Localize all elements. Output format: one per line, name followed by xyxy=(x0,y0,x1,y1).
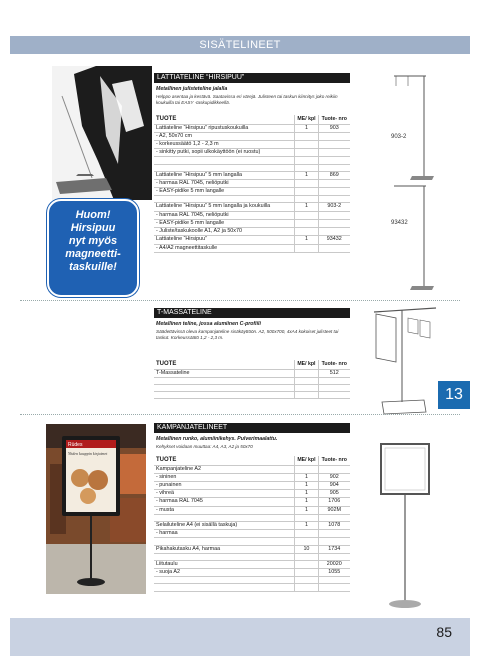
col-header-product: TUOTE xyxy=(154,456,295,465)
cell-me xyxy=(295,132,318,140)
cell-number: 1734 xyxy=(318,545,350,553)
cell-product xyxy=(154,538,295,545)
footer-band xyxy=(10,618,470,656)
cell-product: - suoja A2 xyxy=(154,569,295,577)
cell-number: 1078 xyxy=(318,521,350,529)
cell-me: 1 xyxy=(295,506,318,514)
section-subtitle-tmassa: Metallinen teline, jossa alumiinen C-profiili xyxy=(156,321,261,327)
table-row xyxy=(154,196,350,203)
cell-me xyxy=(295,188,318,196)
cell-number: 905 xyxy=(318,490,350,498)
huom-line-5: taskuille! xyxy=(69,261,117,273)
cell-product: Selailuteline A4 (ei sisällä taskuja) xyxy=(154,521,295,529)
cell-me: 10 xyxy=(295,545,318,553)
cell-number xyxy=(318,219,350,227)
cell-number xyxy=(318,392,350,399)
cell-number xyxy=(318,244,350,252)
table-row xyxy=(154,553,350,560)
cell-me xyxy=(295,164,318,171)
table-row xyxy=(154,171,350,179)
cell-number: 902 xyxy=(318,473,350,481)
cell-me xyxy=(295,219,318,227)
cell-me xyxy=(295,538,318,545)
cell-me xyxy=(295,179,318,187)
table-row xyxy=(154,377,350,384)
cell-me: 1 xyxy=(295,236,318,244)
cell-number xyxy=(318,384,350,391)
cell-product xyxy=(154,392,295,399)
cell-product: - harmaa xyxy=(154,530,295,538)
table-row xyxy=(154,149,350,157)
cell-number xyxy=(318,140,350,148)
cell-product: Lattiateline “Hirsipuu” 5 mm langalla ja koukuilla xyxy=(154,203,295,211)
section-divider xyxy=(20,300,460,301)
table-row xyxy=(154,164,350,171)
cell-product: - harmaa RAL 7045, neliöputki xyxy=(154,179,295,187)
cell-product xyxy=(154,164,295,171)
table-row xyxy=(154,132,350,140)
cell-product: - musta xyxy=(154,506,295,514)
section-title-lattia: LATTIATELINE “HIRSIPUU” xyxy=(154,73,350,83)
cell-me xyxy=(295,530,318,538)
kampanja-store-photo xyxy=(46,424,146,594)
table-row xyxy=(154,577,350,584)
cell-me xyxy=(295,553,318,560)
product-table-tmassa xyxy=(154,360,350,399)
cell-number xyxy=(318,132,350,140)
cell-me: 1 xyxy=(295,171,318,179)
product-table-kampanja xyxy=(154,456,350,592)
section-title-tmassa: T-MASSATELINE xyxy=(154,308,350,318)
cell-number xyxy=(318,577,350,584)
cell-me xyxy=(295,465,318,473)
cell-me xyxy=(295,244,318,252)
cell-number xyxy=(318,211,350,219)
table-row xyxy=(154,465,350,473)
table-row xyxy=(154,514,350,521)
cell-product: Lattiateline “Hirsipuu” xyxy=(154,236,295,244)
col-header-no: Tuote- nro xyxy=(318,115,350,124)
huom-line-4: magneetti- xyxy=(65,248,121,260)
cell-me: 1 xyxy=(295,490,318,498)
cell-number xyxy=(318,538,350,545)
cell-number xyxy=(318,196,350,203)
hirsipuu-stand-drawing-2 xyxy=(386,184,436,294)
col-header-product: TUOTE xyxy=(154,115,295,124)
cell-number xyxy=(318,228,350,236)
hirsipuu-stand-drawing-1 xyxy=(386,72,436,184)
huom-line-2: Hirsipuu xyxy=(70,222,116,234)
cell-me xyxy=(295,157,318,164)
chapter-tab: 13 xyxy=(438,381,470,409)
table-row xyxy=(154,369,350,377)
product-table-lattia xyxy=(154,115,350,253)
section-desc-kampanja: Kehykset voidaan muuttaa: A4, A3, A2 ja 50x70 xyxy=(156,444,253,449)
table-row xyxy=(154,392,350,399)
cell-me xyxy=(295,560,318,568)
cell-product: - vihreä xyxy=(154,490,295,498)
section-title-kampanja: KAMPANJATELINEET xyxy=(154,423,350,433)
cell-me: 1 xyxy=(295,481,318,489)
col-header-product: TUOTE xyxy=(154,360,295,369)
cell-number: 1055 xyxy=(318,569,350,577)
cell-me xyxy=(295,149,318,157)
cell-product: Liitutaulu xyxy=(154,560,295,568)
cell-me xyxy=(295,228,318,236)
cell-me xyxy=(295,569,318,577)
cell-product: T-Massateline xyxy=(154,369,295,377)
col-header-me: ME/ kpl xyxy=(295,456,318,465)
cell-product xyxy=(154,553,295,560)
cell-number xyxy=(318,530,350,538)
cell-number: 93432 xyxy=(318,236,350,244)
cell-me: 1 xyxy=(295,473,318,481)
cell-number xyxy=(318,164,350,171)
table-row xyxy=(154,157,350,164)
cell-me: 1 xyxy=(295,521,318,529)
table-row xyxy=(154,560,350,568)
cell-number: 1706 xyxy=(318,498,350,506)
section-desc-tmassa: Säädettävissä oleva kampanjateline sisäkäyttöön. A2, 500x700, 4xA4 kokoiset julisteet tai taskut. Korkeussäätö 1,2 - 2,3 m. xyxy=(156,329,339,340)
cell-product xyxy=(154,196,295,203)
page-header: SISÄTELINEET xyxy=(10,36,470,54)
section-divider xyxy=(20,414,460,415)
table-row xyxy=(154,473,350,481)
cell-me: 1 xyxy=(295,498,318,506)
cell-number: 512 xyxy=(318,369,350,377)
cell-number xyxy=(318,377,350,384)
cell-product: - EASY-pidike 5 mm langalle xyxy=(154,219,295,227)
cell-me xyxy=(295,140,318,148)
table-row xyxy=(154,569,350,577)
table-row xyxy=(154,140,350,148)
cell-number xyxy=(318,149,350,157)
cell-product: - EASY-pidike 5 mm langalle xyxy=(154,188,295,196)
cell-product: - harmaa RAL 7045 xyxy=(154,498,295,506)
cell-number xyxy=(318,188,350,196)
col-header-me: ME/ kpl xyxy=(295,360,318,369)
cell-me xyxy=(295,577,318,584)
cell-number xyxy=(318,179,350,187)
cell-product xyxy=(154,377,295,384)
photo-headline-text: Yhden kauppin kirjaimet xyxy=(68,451,108,456)
table-row xyxy=(154,490,350,498)
col-header-me: ME/ kpl xyxy=(295,115,318,124)
label-93432: 93432 xyxy=(391,220,408,226)
section-subtitle-lattia: Metallinen julisteteline jalalla xyxy=(156,86,228,92)
table-row xyxy=(154,506,350,514)
table-row xyxy=(154,179,350,187)
cell-number: 903 xyxy=(318,124,350,132)
table-row xyxy=(154,530,350,538)
cell-me xyxy=(295,369,318,377)
cell-product: - Juliste/taskukoolle A1, A2 ja 50x70 xyxy=(154,228,295,236)
hirsipuu-photo xyxy=(52,66,152,200)
cell-product xyxy=(154,584,295,591)
page-number: 85 xyxy=(436,624,452,640)
tmassa-stand-drawing xyxy=(368,304,440,416)
cell-number xyxy=(318,465,350,473)
huom-callout xyxy=(47,199,139,297)
cell-number xyxy=(318,157,350,164)
cell-number: 20020 xyxy=(318,560,350,568)
table-row xyxy=(154,481,350,489)
cell-product: Lattiateline “Hirsipuu” ripustuskoukuilla xyxy=(154,124,295,132)
table-row xyxy=(154,211,350,219)
cell-product: - korkeussäätö 1,2 - 2,3 m xyxy=(154,140,295,148)
cell-product xyxy=(154,514,295,521)
huom-line-3: nyt myös xyxy=(68,235,118,247)
table-row xyxy=(154,203,350,211)
cell-me xyxy=(295,514,318,521)
cell-product: - A2, 50x70 cm xyxy=(154,132,295,140)
kampanja-stand-drawing xyxy=(376,440,436,612)
cell-product: Pikahakutasku A4, harmaa xyxy=(154,545,295,553)
label-903-2: 903-2 xyxy=(391,134,407,140)
table-row xyxy=(154,384,350,391)
cell-product: - sinkitty putki, sopii ulkokäyttöön (ei ruostu) xyxy=(154,149,295,157)
table-row xyxy=(154,545,350,553)
cell-product: - punainen xyxy=(154,481,295,489)
cell-number: 903-2 xyxy=(318,203,350,211)
section-desc-lattia: Helppo asentaa ja kestävä. Saatavissa eri värejä. Julisteen tai taskun kiinnitys joko reikiin koukuilla tai EASY -taskupidikkeellä. xyxy=(156,94,338,105)
cell-product xyxy=(154,157,295,164)
cell-me xyxy=(295,584,318,591)
col-header-no: Tuote- nro xyxy=(318,360,350,369)
table-row xyxy=(154,188,350,196)
cell-product: Lattiateline “Hirsipuu” 5 mm langalla xyxy=(154,171,295,179)
table-row xyxy=(154,498,350,506)
cell-me xyxy=(295,377,318,384)
cell-number: 904 xyxy=(318,481,350,489)
cell-product xyxy=(154,577,295,584)
cell-me: 1 xyxy=(295,203,318,211)
cell-me xyxy=(295,392,318,399)
cell-me xyxy=(295,211,318,219)
cell-number: 902M xyxy=(318,506,350,514)
section-subtitle-kampanja: Metallinen runko, alumiinikehys. Pulverimaalattu. xyxy=(156,436,278,442)
cell-number xyxy=(318,514,350,521)
table-row xyxy=(154,244,350,252)
huom-line-1: Huom! xyxy=(75,209,111,221)
table-row xyxy=(154,228,350,236)
table-row xyxy=(154,236,350,244)
cell-number xyxy=(318,584,350,591)
cell-me xyxy=(295,384,318,391)
table-row xyxy=(154,584,350,591)
cell-me: 1 xyxy=(295,124,318,132)
table-row xyxy=(154,124,350,132)
table-row xyxy=(154,219,350,227)
table-row xyxy=(154,538,350,545)
cell-product: - A4/A2 magneettitaskulle xyxy=(154,244,295,252)
cell-me xyxy=(295,196,318,203)
cell-number: 869 xyxy=(318,171,350,179)
cell-product: - harmaa RAL 7045, neliöputki xyxy=(154,211,295,219)
cell-product xyxy=(154,384,295,391)
cell-number xyxy=(318,553,350,560)
photo-brand-text: Rüdes xyxy=(68,442,83,448)
cell-product: - sininen xyxy=(154,473,295,481)
table-row xyxy=(154,521,350,529)
col-header-no: Tuote- nro xyxy=(318,456,350,465)
cell-product: Kampanjateline A2 xyxy=(154,465,295,473)
